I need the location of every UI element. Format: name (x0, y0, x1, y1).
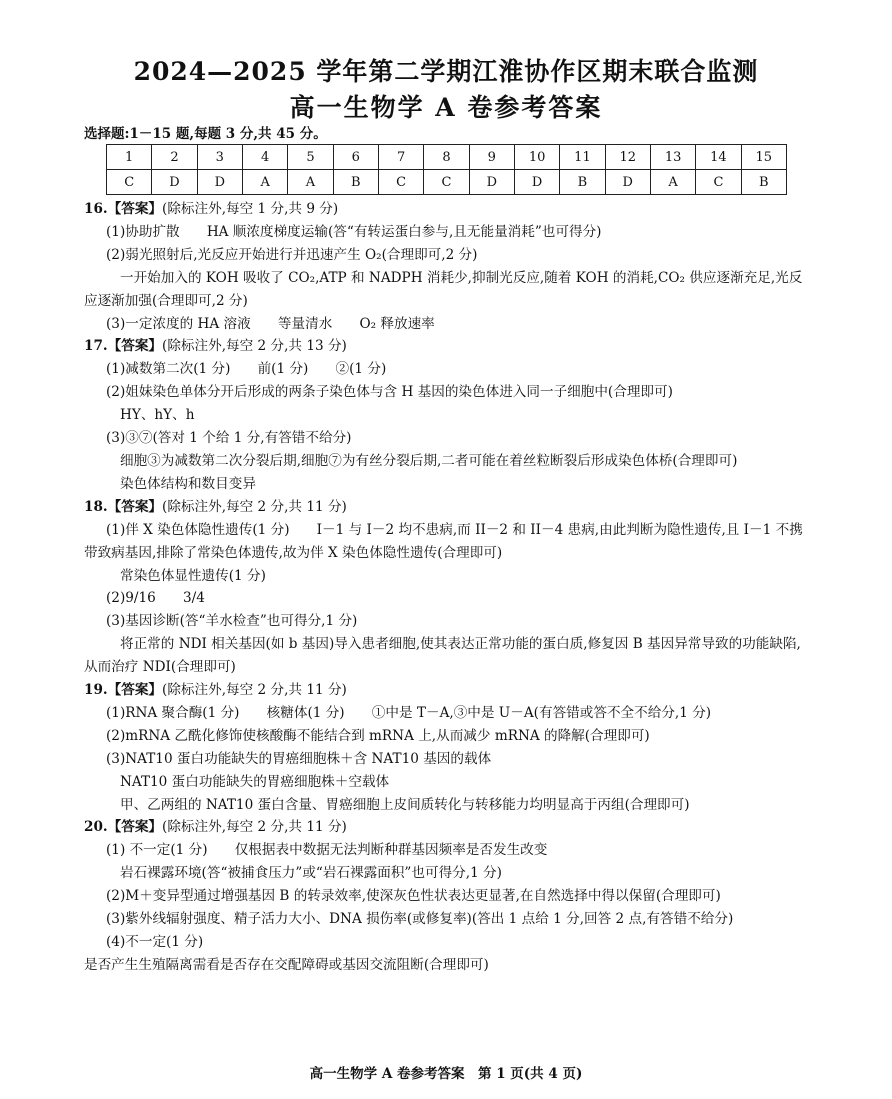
question-number-cell: 6 (333, 145, 378, 170)
question-number-cell: 13 (650, 145, 695, 170)
q16-paragraph: 一开始加入的 KOH 吸收了 CO₂,ATP 和 NADPH 消耗少,抑制光反应,随着 KOH 的消耗,CO₂ 供应逐渐充足,光反应逐渐加强(合理即可,2 分) (84, 269, 803, 309)
q20-note: (除标注外,每空 2 分,共 11 分) (162, 819, 347, 836)
answer-cell: D (514, 170, 559, 195)
q17-heading (84, 335, 804, 358)
q18-paragraph: (1)伴 X 染色体隐性遗传(1 分) I－1 与 I－2 均不患病,而 II－2 和 II－4 患病,由此判断为隐性遗传,且 I－1 不携带致病基因,排除了常染色体遗传,故为伴 X 染色体隐性遗传(合理即可) (84, 521, 803, 561)
answer-cell: A (288, 170, 333, 195)
question-number-cell: 8 (424, 145, 469, 170)
q17-line: (3)③⑦(答对 1 个给 1 分,有答错不给分) (106, 430, 352, 447)
q17-label: 17.【答案】 (84, 338, 163, 355)
question-number-cell: 14 (696, 145, 741, 170)
q19-line: (3)NAT10 蛋白功能缺失的胃癌细胞株＋含 NAT10 基因的载体 (106, 750, 492, 767)
q20-line: (3)紫外线辐射强度、精子活力大小、DNA 损伤率(或修复率)(答出 1 点给 1 分,回答 2 点,有答错不给分) (106, 911, 734, 928)
q18-line: (2)9/16 3/4 (106, 590, 205, 607)
question-number-cell: 1 (107, 145, 152, 170)
question-number-row (107, 145, 787, 170)
answer-body (84, 198, 804, 977)
question-number-cell: 2 (152, 145, 197, 170)
answer-cell: D (469, 170, 514, 195)
answer-cell: D (605, 170, 650, 195)
q18-line: 常染色体显性遗传(1 分) (120, 567, 266, 584)
q18-heading (84, 496, 804, 519)
q17-line: (1)减数第二次(1 分) 前(1 分) ②(1 分) (106, 361, 387, 378)
q16-line: (2)弱光照射后,光反应开始进行并迅速产生 O₂(合理即可,2 分) (106, 246, 478, 263)
q19-note: (除标注外,每空 2 分,共 11 分) (162, 682, 347, 699)
page-footer: 高一生物学 A 卷参考答案 第 1 页(共 4 页) (309, 1066, 583, 1082)
answer-cell: A (650, 170, 695, 195)
answer-row (107, 170, 787, 195)
answer-cell: B (741, 170, 786, 195)
question-number-cell: 7 (378, 145, 423, 170)
answer-cell: C (424, 170, 469, 195)
question-number-cell: 5 (288, 145, 333, 170)
answer-cell: A (242, 170, 287, 195)
q19-label: 19.【答案】 (84, 682, 163, 699)
answer-cell: C (696, 170, 741, 195)
question-number-cell: 12 (605, 145, 650, 170)
q20-line: (2)M＋变异型通过增强基因 B 的转录效率,使深灰色性状表达更显著,在自然选择中得以保留(合理即可) (106, 888, 721, 905)
q17-line: 染色体结构和数目变异 (120, 475, 256, 492)
question-number-cell: 10 (514, 145, 559, 170)
q18-line: (3)基因诊断(答“羊水检查”也可得分,1 分) (106, 613, 358, 630)
question-number-cell: 15 (741, 145, 786, 170)
q19-line: (1)RNA 聚合酶(1 分) 核糖体(1 分) ①中是 T－A,③中是 U－A(有答错或答不全不给分,1 分) (106, 704, 712, 721)
q18-label: 18.【答案】 (84, 498, 163, 515)
choice-intro: 选择题:1－15 题,每题 3 分,共 45 分。 (84, 126, 327, 142)
q17-paragraph: 细胞③为减数第二次分裂后期,细胞⑦为有丝分裂后期,二者可能在着丝粒断裂后形成染色体桥(合理即可) (120, 452, 738, 469)
answer-cell: B (333, 170, 378, 195)
q17-line: (2)姐妹染色单体分开后形成的两条子染色体与含 H 基因的染色体进入同一子细胞中(合理即可) (106, 384, 673, 401)
q19-line: NAT10 蛋白功能缺失的胃癌细胞株＋空载体 (120, 773, 390, 790)
q20-line: 岩石裸露环境(答“被捕食压力”或“岩石裸露面积”也可得分,1 分) (120, 865, 502, 882)
q20-label: 20.【答案】 (84, 819, 163, 836)
question-number-cell: 4 (242, 145, 287, 170)
q17-line: HY、hY、h (120, 407, 195, 424)
q19-line: (2)mRNA 乙酰化修饰使核酸酶不能结合到 mRNA 上,从而减少 mRNA 的降解(合理即可) (106, 727, 650, 744)
q16-note: (除标注外,每空 1 分,共 9 分) (162, 201, 339, 217)
question-number-cell: 9 (469, 145, 514, 170)
choice-answer-table (106, 144, 787, 195)
q16-label: 16.【答案】 (84, 201, 163, 217)
q19-line: 甲、乙两组的 NAT10 蛋白含量、胃癌细胞上皮间质转化与转移能力均明显高于丙组(合理即可) (120, 796, 690, 813)
q20-line: (1) 不一定(1 分) 仅根据表中数据无法判断种群基因频率是否发生改变 (106, 842, 548, 859)
q18-note: (除标注外,每空 2 分,共 11 分) (162, 498, 347, 515)
q16-line: (3)一定浓度的 HA 溶液 等量清水 O₂ 释放速率 (106, 315, 435, 332)
page-title: 2024—2025 学年第二学期江淮协作区期末联合监测 (133, 57, 759, 86)
q18-paragraph: 将正常的 NDI 相关基因(如 b 基因)导入患者细胞,使其表达正常功能的蛋白质,修复因 B 基因异常导致的功能缺陷,从而治疗 NDI(合理即可) (84, 636, 801, 676)
q20-line: (4)不一定(1 分) (106, 934, 204, 950)
answer-cell: D (197, 170, 242, 195)
answer-cell: C (107, 170, 152, 195)
question-number-cell: 11 (560, 145, 605, 170)
question-number-cell: 3 (197, 145, 242, 170)
q16-heading (84, 198, 804, 221)
answer-cell: B (560, 170, 605, 195)
q16-line: (1)协助扩散 HA 顺浓度梯度运输(答“有转运蛋白参与,且无能量消耗”也可得分) (106, 223, 602, 240)
page-subtitle: 高一生物学 A 卷参考答案 (289, 93, 603, 122)
q17-note: (除标注外,每空 2 分,共 13 分) (162, 338, 347, 355)
q19-heading (84, 679, 804, 702)
q20-line: 是否产生生殖隔离需看是否存在交配障碍或基因交流阻断(合理即可) (84, 956, 489, 973)
answer-cell: D (152, 170, 197, 195)
q20-heading (84, 816, 804, 839)
answer-cell: C (378, 170, 423, 195)
